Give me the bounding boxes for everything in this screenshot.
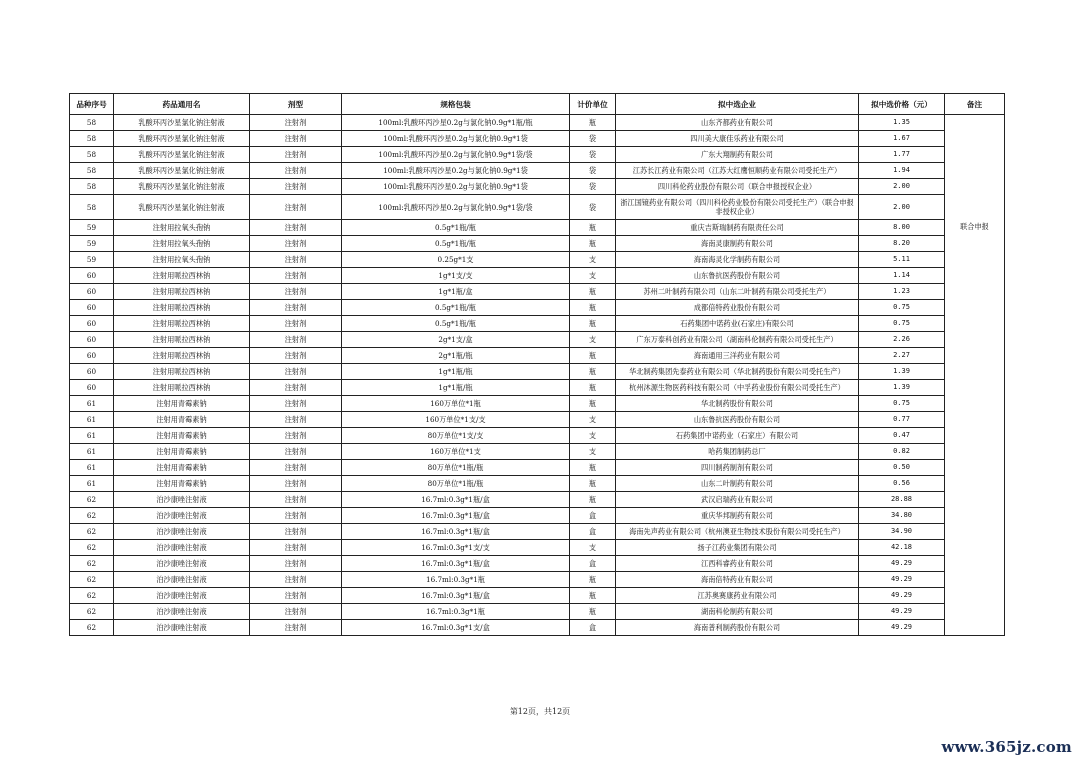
cell-price: 34.80 (859, 508, 945, 524)
cell-unit: 瓶 (570, 396, 616, 412)
cell-unit: 支 (570, 252, 616, 268)
cell-drug-name: 泊沙康唑注射液 (114, 604, 250, 620)
cell-company: 重庆吉斯瑞制药有限责任公司 (616, 220, 859, 236)
table-row (70, 236, 1005, 252)
cell-drug-name: 泊沙康唑注射液 (114, 556, 250, 572)
table-row (70, 300, 1005, 316)
cell-serial: 62 (70, 540, 114, 556)
cell-unit: 瓶 (570, 316, 616, 332)
table-row (70, 332, 1005, 348)
cell-drug-name: 注射用哌拉西林钠 (114, 364, 250, 380)
cell-price: 2.00 (859, 179, 945, 195)
cell-drug-name: 泊沙康唑注射液 (114, 508, 250, 524)
site-watermark: www.365jz.com (941, 738, 1072, 756)
cell-serial: 62 (70, 508, 114, 524)
cell-company: 扬子江药业集团有限公司 (616, 540, 859, 556)
cell-unit: 瓶 (570, 115, 616, 131)
cell-company: 四川制药制剂有限公司 (616, 460, 859, 476)
cell-spec: 100ml:乳酸环丙沙星0.2g与氯化钠0.9g*1袋/袋 (342, 195, 570, 220)
col-header-remark: 备注 (945, 94, 1005, 115)
cell-price: 2.00 (859, 195, 945, 220)
cell-unit: 盒 (570, 556, 616, 572)
cell-serial: 58 (70, 115, 114, 131)
drug-price-table (69, 93, 1005, 636)
cell-drug-name: 注射用青霉素钠 (114, 412, 250, 428)
cell-price: 49.29 (859, 556, 945, 572)
cell-drug-name: 注射用青霉素钠 (114, 444, 250, 460)
cell-price: 28.88 (859, 492, 945, 508)
cell-serial: 60 (70, 268, 114, 284)
cell-spec: 16.7ml:0.3g*1瓶/盒 (342, 588, 570, 604)
cell-remark-empty (945, 115, 1005, 636)
table-row (70, 380, 1005, 396)
cell-drug-name: 泊沙康唑注射液 (114, 620, 250, 636)
table-row (70, 195, 1005, 220)
cell-unit: 瓶 (570, 300, 616, 316)
cell-serial: 60 (70, 300, 114, 316)
cell-unit: 瓶 (570, 604, 616, 620)
cell-spec: 80万单位*1瓶/瓶 (342, 476, 570, 492)
cell-price: 0.75 (859, 300, 945, 316)
cell-unit: 支 (570, 444, 616, 460)
table-row (70, 147, 1005, 163)
cell-dosage-form: 注射剂 (250, 604, 342, 620)
cell-spec: 16.7ml:0.3g*1瓶/盒 (342, 524, 570, 540)
cell-serial: 59 (70, 220, 114, 236)
cell-company: 海南先声药业有限公司（杭州澳亚生物技术股份有限公司受托生产） (616, 524, 859, 540)
cell-spec: 100ml:乳酸环丙沙星0.2g与氯化钠0.9g*1瓶/瓶 (342, 115, 570, 131)
cell-unit: 瓶 (570, 492, 616, 508)
col-header-price: 拟中选价格（元） (859, 94, 945, 115)
cell-price: 1.35 (859, 115, 945, 131)
table-row (70, 540, 1005, 556)
cell-company: 海南倍特药业有限公司 (616, 572, 859, 588)
cell-dosage-form: 注射剂 (250, 444, 342, 460)
cell-unit: 瓶 (570, 364, 616, 380)
cell-spec: 100ml:乳酸环丙沙星0.2g与氯化钠0.9g*1袋 (342, 163, 570, 179)
cell-serial: 60 (70, 380, 114, 396)
cell-spec: 2g*1支/盒 (342, 332, 570, 348)
cell-serial: 61 (70, 396, 114, 412)
cell-unit: 支 (570, 332, 616, 348)
cell-drug-name: 注射用哌拉西林钠 (114, 380, 250, 396)
cell-dosage-form: 注射剂 (250, 620, 342, 636)
cell-price: 2.26 (859, 332, 945, 348)
cell-price: 1.67 (859, 131, 945, 147)
cell-price: 42.18 (859, 540, 945, 556)
cell-price: 49.29 (859, 620, 945, 636)
cell-serial: 60 (70, 316, 114, 332)
cell-company: 山东鲁抗医药股份有限公司 (616, 268, 859, 284)
cell-drug-name: 泊沙康唑注射液 (114, 588, 250, 604)
cell-dosage-form: 注射剂 (250, 284, 342, 300)
cell-dosage-form: 注射剂 (250, 236, 342, 252)
cell-company: 石药集团中诺药业(石家庄)有限公司 (616, 316, 859, 332)
cell-company: 广东大翔制药有限公司 (616, 147, 859, 163)
cell-dosage-form: 注射剂 (250, 396, 342, 412)
cell-drug-name: 注射用拉氧头孢钠 (114, 252, 250, 268)
col-header-company: 拟中选企业 (616, 94, 859, 115)
table-row (70, 284, 1005, 300)
cell-company: 华北制药集团先泰药业有限公司（华北制药股份有限公司受托生产） (616, 364, 859, 380)
table-row (70, 252, 1005, 268)
cell-price: 2.27 (859, 348, 945, 364)
cell-serial: 59 (70, 252, 114, 268)
cell-drug-name: 注射用青霉素钠 (114, 428, 250, 444)
cell-spec: 16.7ml:0.3g*1瓶/盒 (342, 508, 570, 524)
cell-price: 1.23 (859, 284, 945, 300)
cell-unit: 盒 (570, 524, 616, 540)
cell-spec: 80万单位*1支/支 (342, 428, 570, 444)
cell-drug-name: 乳酸环丙沙星氯化钠注射液 (114, 115, 250, 131)
table-body (70, 115, 1005, 636)
cell-spec: 16.7ml:0.3g*1支/盒 (342, 620, 570, 636)
cell-price: 5.11 (859, 252, 945, 268)
cell-dosage-form: 注射剂 (250, 195, 342, 220)
col-header-unit: 计价单位 (570, 94, 616, 115)
cell-unit: 支 (570, 428, 616, 444)
cell-serial: 62 (70, 556, 114, 572)
cell-dosage-form: 注射剂 (250, 179, 342, 195)
cell-spec: 160万单位*1支 (342, 444, 570, 460)
cell-dosage-form: 注射剂 (250, 332, 342, 348)
cell-serial: 62 (70, 604, 114, 620)
cell-dosage-form: 注射剂 (250, 163, 342, 179)
cell-price: 8.00 (859, 220, 945, 236)
cell-unit: 瓶 (570, 572, 616, 588)
cell-drug-name: 乳酸环丙沙星氯化钠注射液 (114, 179, 250, 195)
cell-unit: 支 (570, 412, 616, 428)
table-row (70, 460, 1005, 476)
cell-company: 哈药集团制药总厂 (616, 444, 859, 460)
cell-price: 49.29 (859, 588, 945, 604)
cell-unit: 袋 (570, 131, 616, 147)
cell-company: 杭州沐源生物医药科技有限公司（中孚药业股份有限公司受托生产） (616, 380, 859, 396)
cell-spec: 0.5g*1瓶/瓶 (342, 316, 570, 332)
cell-dosage-form: 注射剂 (250, 460, 342, 476)
table-row (70, 604, 1005, 620)
cell-company: 四川美大康佳乐药业有限公司 (616, 131, 859, 147)
cell-dosage-form: 注射剂 (250, 268, 342, 284)
cell-company: 广东万泰科创药业有限公司（湖南科伦制药有限公司受托生产） (616, 332, 859, 348)
cell-dosage-form: 注射剂 (250, 524, 342, 540)
col-header-dosage-form: 剂型 (250, 94, 342, 115)
cell-spec: 1g*1支/支 (342, 268, 570, 284)
cell-dosage-form: 注射剂 (250, 252, 342, 268)
table-row (70, 115, 1005, 131)
cell-serial: 61 (70, 412, 114, 428)
cell-company: 重庆华邦制药有限公司 (616, 508, 859, 524)
cell-dosage-form: 注射剂 (250, 220, 342, 236)
table-row (70, 572, 1005, 588)
table-header-row (70, 94, 1005, 115)
cell-unit: 瓶 (570, 348, 616, 364)
cell-spec: 1g*1瓶/盒 (342, 284, 570, 300)
cell-serial: 62 (70, 524, 114, 540)
cell-dosage-form: 注射剂 (250, 556, 342, 572)
cell-serial: 60 (70, 364, 114, 380)
cell-unit: 瓶 (570, 380, 616, 396)
cell-drug-name: 乳酸环丙沙星氯化钠注射液 (114, 195, 250, 220)
cell-unit: 瓶 (570, 284, 616, 300)
cell-company: 山东二叶制药有限公司 (616, 476, 859, 492)
cell-spec: 16.7ml:0.3g*1瓶/盒 (342, 556, 570, 572)
cell-drug-name: 注射用青霉素钠 (114, 476, 250, 492)
cell-unit: 袋 (570, 179, 616, 195)
cell-spec: 1g*1瓶/瓶 (342, 364, 570, 380)
cell-dosage-form: 注射剂 (250, 428, 342, 444)
col-header-drug-name: 药品通用名 (114, 94, 250, 115)
cell-drug-name: 泊沙康唑注射液 (114, 540, 250, 556)
table-row (70, 524, 1005, 540)
cell-company: 江西科睿药业有限公司 (616, 556, 859, 572)
table-row (70, 492, 1005, 508)
cell-company: 湖南科伦制药有限公司 (616, 604, 859, 620)
cell-serial: 58 (70, 163, 114, 179)
table-row (70, 348, 1005, 364)
cell-company: 江苏奥赛康药业有限公司 (616, 588, 859, 604)
cell-dosage-form: 注射剂 (250, 364, 342, 380)
table-row (70, 268, 1005, 284)
cell-serial: 58 (70, 131, 114, 147)
col-header-serial: 品种序号 (70, 94, 114, 115)
cell-serial: 58 (70, 179, 114, 195)
cell-price: 49.29 (859, 572, 945, 588)
cell-unit: 盒 (570, 620, 616, 636)
cell-serial: 60 (70, 284, 114, 300)
cell-spec: 80万单位*1瓶/瓶 (342, 460, 570, 476)
cell-price: 1.39 (859, 364, 945, 380)
cell-dosage-form: 注射剂 (250, 131, 342, 147)
cell-drug-name: 注射用青霉素钠 (114, 460, 250, 476)
cell-drug-name: 注射用哌拉西林钠 (114, 284, 250, 300)
cell-drug-name: 注射用哌拉西林钠 (114, 332, 250, 348)
table-row (70, 620, 1005, 636)
cell-drug-name: 注射用拉氧头孢钠 (114, 220, 250, 236)
table-row (70, 444, 1005, 460)
cell-serial: 61 (70, 460, 114, 476)
cell-spec: 1g*1瓶/瓶 (342, 380, 570, 396)
cell-company: 浙江国镜药业有限公司（四川科伦药业股份有限公司受托生产）（联合申报非授权企业） (616, 195, 859, 220)
cell-drug-name: 注射用青霉素钠 (114, 396, 250, 412)
cell-company: 海南海灵化学制药有限公司 (616, 252, 859, 268)
table-row (70, 163, 1005, 179)
cell-drug-name: 泊沙康唑注射液 (114, 524, 250, 540)
cell-company: 海南普利制药股份有限公司 (616, 620, 859, 636)
cell-serial: 61 (70, 476, 114, 492)
cell-price: 34.90 (859, 524, 945, 540)
cell-dosage-form: 注射剂 (250, 476, 342, 492)
cell-spec: 0.5g*1瓶/瓶 (342, 236, 570, 252)
cell-dosage-form: 注射剂 (250, 492, 342, 508)
cell-serial: 61 (70, 444, 114, 460)
cell-serial: 62 (70, 492, 114, 508)
cell-unit: 支 (570, 540, 616, 556)
cell-serial: 62 (70, 588, 114, 604)
cell-price: 1.94 (859, 163, 945, 179)
table-row (70, 588, 1005, 604)
cell-dosage-form: 注射剂 (250, 348, 342, 364)
cell-dosage-form: 注射剂 (250, 147, 342, 163)
cell-dosage-form: 注射剂 (250, 540, 342, 556)
cell-dosage-form: 注射剂 (250, 300, 342, 316)
cell-spec: 0.5g*1瓶/瓶 (342, 220, 570, 236)
cell-drug-name: 注射用哌拉西林钠 (114, 300, 250, 316)
cell-spec: 100ml:乳酸环丙沙星0.2g与氯化钠0.9g*1袋 (342, 179, 570, 195)
cell-company: 苏州二叶制药有限公司（山东二叶制药有限公司受托生产） (616, 284, 859, 300)
cell-spec: 0.25g*1支 (342, 252, 570, 268)
table-row (70, 131, 1005, 147)
cell-serial: 58 (70, 147, 114, 163)
cell-unit: 瓶 (570, 460, 616, 476)
cell-spec: 100ml:乳酸环丙沙星0.2g与氯化钠0.9g*1袋/袋 (342, 147, 570, 163)
cell-drug-name: 泊沙康唑注射液 (114, 492, 250, 508)
table-row (70, 396, 1005, 412)
cell-dosage-form: 注射剂 (250, 412, 342, 428)
cell-dosage-form: 注射剂 (250, 588, 342, 604)
cell-spec: 160万单位*1支/支 (342, 412, 570, 428)
cell-drug-name: 注射用哌拉西林钠 (114, 348, 250, 364)
cell-drug-name: 注射用拉氧头孢钠 (114, 236, 250, 252)
cell-dosage-form: 注射剂 (250, 572, 342, 588)
table-row (70, 476, 1005, 492)
cell-drug-name: 乳酸环丙沙星氯化钠注射液 (114, 163, 250, 179)
cell-spec: 16.7ml:0.3g*1支/支 (342, 540, 570, 556)
cell-serial: 61 (70, 428, 114, 444)
cell-serial: 59 (70, 236, 114, 252)
cell-company: 石药集团中诺药业（石家庄）有限公司 (616, 428, 859, 444)
cell-spec: 0.5g*1瓶/瓶 (342, 300, 570, 316)
remark-joint-application: 联合申报 (960, 222, 989, 231)
cell-price: 8.20 (859, 236, 945, 252)
col-header-spec: 规格包装 (342, 94, 570, 115)
cell-price: 0.50 (859, 460, 945, 476)
cell-unit: 袋 (570, 195, 616, 220)
cell-spec: 100ml:乳酸环丙沙星0.2g与氯化钠0.9g*1袋 (342, 131, 570, 147)
cell-unit: 瓶 (570, 588, 616, 604)
cell-unit: 支 (570, 268, 616, 284)
cell-unit: 盒 (570, 508, 616, 524)
cell-unit: 袋 (570, 163, 616, 179)
table-row (70, 508, 1005, 524)
cell-price: 1.77 (859, 147, 945, 163)
cell-drug-name: 泊沙康唑注射液 (114, 572, 250, 588)
cell-drug-name: 注射用哌拉西林钠 (114, 316, 250, 332)
cell-company: 海南通用三洋药业有限公司 (616, 348, 859, 364)
cell-company: 四川科伦药业股份有限公司（联合申报授权企业） (616, 179, 859, 195)
cell-unit: 瓶 (570, 220, 616, 236)
cell-spec: 16.7ml:0.3g*1瓶/盒 (342, 492, 570, 508)
cell-dosage-form: 注射剂 (250, 380, 342, 396)
cell-serial: 60 (70, 332, 114, 348)
page-number: 第12页，共12页 (509, 707, 571, 716)
table-row (70, 428, 1005, 444)
cell-drug-name: 乳酸环丙沙星氯化钠注射液 (114, 131, 250, 147)
cell-price: 1.14 (859, 268, 945, 284)
cell-price: 0.75 (859, 396, 945, 412)
cell-price: 0.75 (859, 316, 945, 332)
table-row (70, 412, 1005, 428)
cell-price: 0.56 (859, 476, 945, 492)
table-row (70, 316, 1005, 332)
cell-company: 江苏长江药业有限公司（江苏大红鹰恒顺药业有限公司受托生产） (616, 163, 859, 179)
cell-company: 成都倍特药业股份有限公司 (616, 300, 859, 316)
cell-price: 49.29 (859, 604, 945, 620)
cell-unit: 袋 (570, 147, 616, 163)
cell-dosage-form: 注射剂 (250, 115, 342, 131)
table-row (70, 179, 1005, 195)
table-row (70, 220, 1005, 236)
cell-serial: 58 (70, 195, 114, 220)
cell-drug-name: 乳酸环丙沙星氯化钠注射液 (114, 147, 250, 163)
cell-price: 0.77 (859, 412, 945, 428)
cell-spec: 16.7ml:0.3g*1瓶 (342, 604, 570, 620)
cell-spec: 160万单位*1瓶 (342, 396, 570, 412)
cell-spec: 2g*1瓶/瓶 (342, 348, 570, 364)
cell-dosage-form: 注射剂 (250, 316, 342, 332)
cell-serial: 60 (70, 348, 114, 364)
cell-price: 0.47 (859, 428, 945, 444)
cell-company: 海南灵康制药有限公司 (616, 236, 859, 252)
cell-price: 0.82 (859, 444, 945, 460)
table-row (70, 556, 1005, 572)
cell-serial: 62 (70, 572, 114, 588)
cell-company: 山东鲁抗医药股份有限公司 (616, 412, 859, 428)
cell-serial: 62 (70, 620, 114, 636)
cell-unit: 瓶 (570, 236, 616, 252)
cell-drug-name: 注射用哌拉西林钠 (114, 268, 250, 284)
table-row (70, 364, 1005, 380)
cell-spec: 16.7ml:0.3g*1瓶 (342, 572, 570, 588)
cell-company: 武汉启瑞药业有限公司 (616, 492, 859, 508)
cell-company: 山东齐都药业有限公司 (616, 115, 859, 131)
cell-price: 1.39 (859, 380, 945, 396)
cell-company: 华北制药股份有限公司 (616, 396, 859, 412)
cell-unit: 瓶 (570, 476, 616, 492)
cell-dosage-form: 注射剂 (250, 508, 342, 524)
